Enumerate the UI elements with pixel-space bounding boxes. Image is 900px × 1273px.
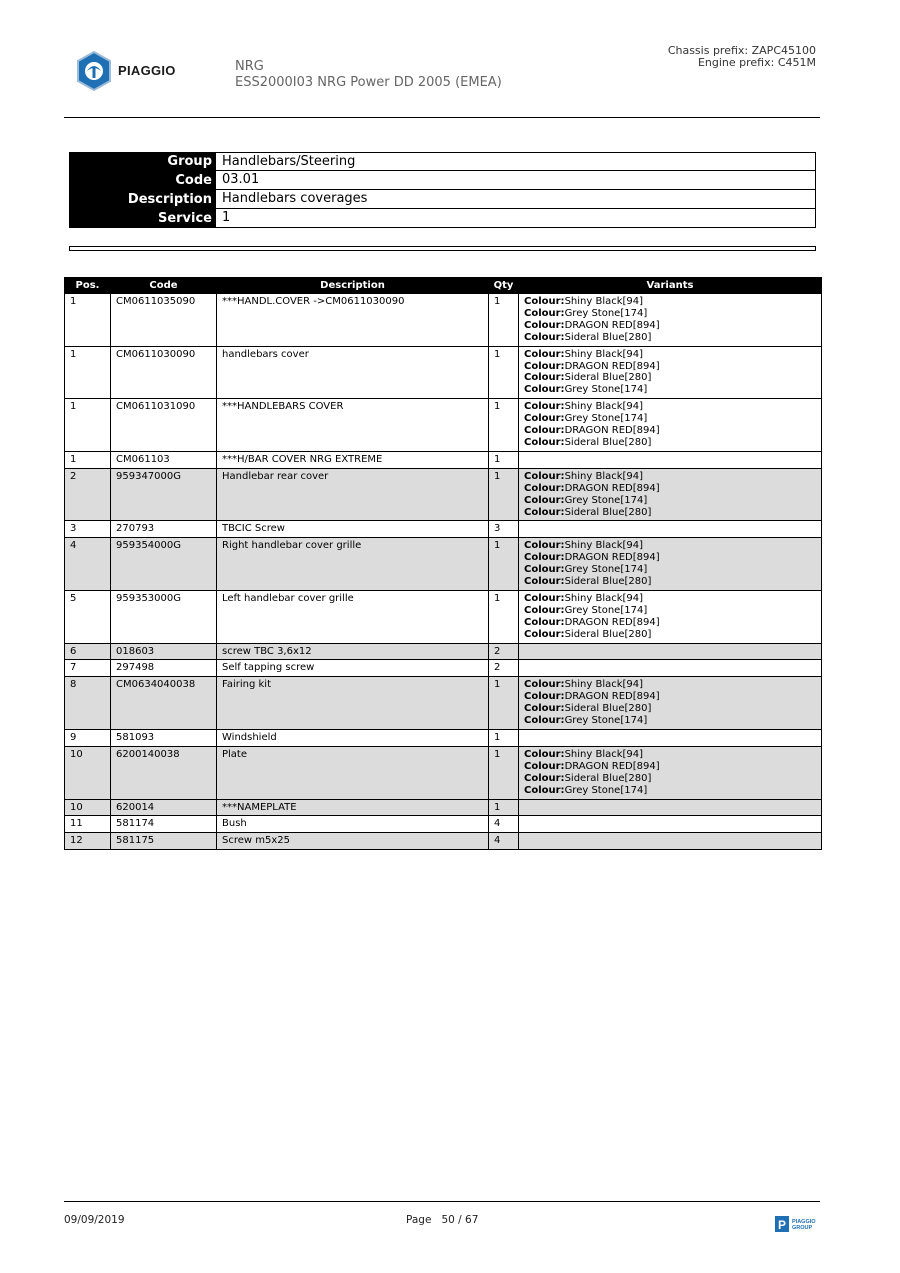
part-variants <box>519 521 822 538</box>
part-variants <box>519 660 822 677</box>
variant-line <box>524 679 821 691</box>
prefix-info <box>668 45 816 69</box>
variant-value: Shiny Black[94] <box>564 679 644 691</box>
variant-key: Colour: <box>524 748 565 760</box>
column-header-description: Description <box>217 278 489 294</box>
table-row <box>65 521 822 538</box>
table-row <box>65 730 822 747</box>
variant-line <box>524 552 821 564</box>
part-description: Left handlebar cover grille <box>217 590 489 643</box>
table-row <box>65 590 822 643</box>
part-qty: 1 <box>489 451 519 468</box>
variant-value: Shiny Black[94] <box>564 296 644 307</box>
variant-line <box>524 413 821 425</box>
variant-line <box>524 401 821 413</box>
variant-key: Colour: <box>524 564 565 576</box>
group-logo-line1: PIAGGIO <box>792 1219 816 1225</box>
part-pos: 8 <box>65 677 111 730</box>
variant-key: Colour: <box>524 494 565 506</box>
table-row <box>65 538 822 591</box>
part-description: ***HANDLEBARS COVER <box>217 399 489 452</box>
table-row <box>65 399 822 452</box>
part-code: 959347000G <box>111 468 217 521</box>
variant-value: Sideral Blue[280] <box>564 331 652 343</box>
variant-value: Sideral Blue[280] <box>564 372 652 384</box>
variant-line <box>524 349 821 361</box>
column-header-code: Code <box>111 278 217 294</box>
part-description: ***HANDL.COVER ->CM0611030090 <box>217 294 489 347</box>
variant-value: DRAGON RED[894] <box>564 691 660 703</box>
chassis-prefix: Chassis prefix: ZAPC45100 <box>667 44 816 57</box>
info-label: Group <box>69 152 216 171</box>
variant-line <box>524 471 821 483</box>
info-row-code <box>69 171 816 190</box>
variant-line <box>524 372 821 384</box>
variant-key: Colour: <box>524 576 565 588</box>
page-label: Page <box>406 1214 432 1226</box>
part-variants <box>519 677 822 730</box>
variant-key: Colour: <box>524 470 565 482</box>
info-row-description <box>69 190 816 209</box>
model-name: NRG <box>235 59 264 74</box>
info-value: 1 <box>216 209 816 228</box>
part-description: Windshield <box>217 730 489 747</box>
engine-prefix: Engine prefix: C451M <box>697 56 816 69</box>
variant-key: Colour: <box>524 319 565 331</box>
variant-value: Grey Stone[174] <box>564 413 648 425</box>
variant-line <box>524 425 821 437</box>
table-row <box>65 746 822 799</box>
variant-line <box>524 483 821 495</box>
page-indicator <box>406 1214 478 1226</box>
table-row <box>65 643 822 660</box>
part-code: CM061103 <box>111 451 217 468</box>
part-description: handlebars cover <box>217 346 489 399</box>
part-variants <box>519 451 822 468</box>
part-variants <box>519 833 822 850</box>
info-row-group <box>69 152 816 171</box>
info-label: Description <box>69 190 216 209</box>
part-variants <box>519 346 822 399</box>
part-qty: 1 <box>489 746 519 799</box>
header-divider <box>64 117 820 118</box>
part-code: 959354000G <box>111 538 217 591</box>
variant-line <box>524 593 821 605</box>
table-row <box>65 468 822 521</box>
variant-key: Colour: <box>524 691 565 703</box>
variant-line <box>524 576 821 588</box>
group-info-table <box>69 152 816 228</box>
column-header-variants: Variants <box>519 278 822 294</box>
variant-key: Colour: <box>524 784 565 796</box>
variant-key: Colour: <box>524 760 565 772</box>
variant-key: Colour: <box>524 296 565 307</box>
variant-key: Colour: <box>524 360 565 372</box>
variant-line <box>524 437 821 449</box>
part-description: Plate <box>217 746 489 799</box>
variant-line <box>524 605 821 617</box>
variant-key: Colour: <box>524 592 565 604</box>
part-code: CM0611030090 <box>111 346 217 399</box>
variant-line <box>524 507 821 519</box>
piaggio-group-logo <box>775 1215 819 1233</box>
column-header-qty: Qty <box>489 278 519 294</box>
info-value: 03.01 <box>216 171 816 190</box>
variant-value: Sideral Blue[280] <box>564 772 652 784</box>
part-qty: 1 <box>489 294 519 347</box>
variant-line <box>524 296 821 308</box>
variant-key: Colour: <box>524 425 565 437</box>
part-code: 6200140038 <box>111 746 217 799</box>
table-row <box>65 816 822 833</box>
info-label: Code <box>69 171 216 190</box>
part-pos: 7 <box>65 660 111 677</box>
info-row-service <box>69 209 816 228</box>
part-code: 581093 <box>111 730 217 747</box>
part-code: 297498 <box>111 660 217 677</box>
variant-key: Colour: <box>524 772 565 784</box>
variant-line <box>524 320 821 332</box>
part-code: CM0611031090 <box>111 399 217 452</box>
variant-line <box>524 715 821 727</box>
variant-key: Colour: <box>524 372 565 384</box>
part-description: Handlebar rear cover <box>217 468 489 521</box>
part-pos: 1 <box>65 451 111 468</box>
variant-key: Colour: <box>524 413 565 425</box>
column-header-pos: Pos. <box>65 278 111 294</box>
part-variants <box>519 468 822 521</box>
variant-line <box>524 384 821 396</box>
part-qty: 1 <box>489 399 519 452</box>
variant-key: Colour: <box>524 604 565 616</box>
variant-line <box>524 564 821 576</box>
part-variants <box>519 590 822 643</box>
variant-value: DRAGON RED[894] <box>564 482 660 494</box>
part-pos: 11 <box>65 816 111 833</box>
part-variants <box>519 799 822 816</box>
part-variants <box>519 643 822 660</box>
variant-value: Grey Stone[174] <box>564 384 648 396</box>
part-qty: 1 <box>489 590 519 643</box>
variant-value: DRAGON RED[894] <box>564 425 660 437</box>
variant-value: Shiny Black[94] <box>564 470 644 482</box>
parts-header-row <box>65 278 822 294</box>
group-logo-line2: GROUP <box>792 1225 813 1231</box>
part-code: CM0611035090 <box>111 294 217 347</box>
variant-value: Sideral Blue[280] <box>564 703 652 715</box>
variant-key: Colour: <box>524 616 565 628</box>
variant-line <box>524 703 821 715</box>
variant-value: Grey Stone[174] <box>564 715 648 727</box>
variant-key: Colour: <box>524 703 565 715</box>
variant-value: Grey Stone[174] <box>564 604 648 616</box>
part-qty: 3 <box>489 521 519 538</box>
info-divider-bar <box>69 246 816 251</box>
part-code: 270793 <box>111 521 217 538</box>
parts-table <box>64 277 822 850</box>
variant-line <box>524 785 821 797</box>
piaggio-logo <box>76 51 188 91</box>
variant-value: Shiny Black[94] <box>564 348 644 360</box>
variant-line <box>524 761 821 773</box>
part-description: Screw m5x25 <box>217 833 489 850</box>
variant-key: Colour: <box>524 628 565 640</box>
part-variants <box>519 399 822 452</box>
variant-value: Grey Stone[174] <box>564 494 648 506</box>
part-description: Self tapping screw <box>217 660 489 677</box>
variant-key: Colour: <box>524 401 565 413</box>
variant-value: Shiny Black[94] <box>564 540 644 552</box>
table-row <box>65 294 822 347</box>
variant-line <box>524 332 821 344</box>
part-variants <box>519 816 822 833</box>
part-pos: 2 <box>65 468 111 521</box>
part-qty: 1 <box>489 677 519 730</box>
part-code: CM0634040038 <box>111 677 217 730</box>
variant-line <box>524 617 821 629</box>
part-description: screw TBC 3,6x12 <box>217 643 489 660</box>
part-code: 581175 <box>111 833 217 850</box>
variant-value: Sideral Blue[280] <box>564 436 652 448</box>
footer-divider <box>64 1201 820 1202</box>
variant-line <box>524 361 821 373</box>
variant-key: Colour: <box>524 307 565 319</box>
part-variants <box>519 538 822 591</box>
variant-value: DRAGON RED[894] <box>564 360 660 372</box>
table-row <box>65 346 822 399</box>
part-pos: 10 <box>65 799 111 816</box>
part-qty: 1 <box>489 730 519 747</box>
part-pos: 9 <box>65 730 111 747</box>
model-full-name: ESS2000I03 NRG Power DD 2005 (EMEA) <box>235 75 502 90</box>
parts-table-body <box>65 294 822 850</box>
table-row <box>65 799 822 816</box>
variant-line <box>524 629 821 641</box>
part-pos: 1 <box>65 346 111 399</box>
part-qty: 2 <box>489 660 519 677</box>
part-pos: 3 <box>65 521 111 538</box>
part-variants <box>519 746 822 799</box>
variant-line <box>524 495 821 507</box>
part-pos: 4 <box>65 538 111 591</box>
variant-line <box>524 773 821 785</box>
print-date: 09/09/2019 <box>64 1214 125 1226</box>
part-description: ***NAMEPLATE <box>217 799 489 816</box>
variant-value: Grey Stone[174] <box>564 564 648 576</box>
part-variants <box>519 294 822 347</box>
info-value: Handlebars/Steering <box>216 152 816 171</box>
part-pos: 1 <box>65 294 111 347</box>
info-value: Handlebars coverages <box>216 190 816 209</box>
part-qty: 4 <box>489 816 519 833</box>
part-pos: 10 <box>65 746 111 799</box>
part-description: TBCIC Screw <box>217 521 489 538</box>
variant-key: Colour: <box>524 331 565 343</box>
part-code: 620014 <box>111 799 217 816</box>
variant-value: Shiny Black[94] <box>564 592 644 604</box>
variant-key: Colour: <box>524 506 565 518</box>
variant-key: Colour: <box>524 552 565 564</box>
model-title <box>235 59 502 91</box>
variant-line <box>524 691 821 703</box>
variant-value: Shiny Black[94] <box>564 401 644 413</box>
variant-value: Shiny Black[94] <box>564 748 644 760</box>
part-pos: 12 <box>65 833 111 850</box>
variant-line <box>524 749 821 761</box>
variant-key: Colour: <box>524 436 565 448</box>
part-qty: 2 <box>489 643 519 660</box>
part-qty: 4 <box>489 833 519 850</box>
variant-value: Grey Stone[174] <box>564 784 648 796</box>
variant-value: Sideral Blue[280] <box>564 506 652 518</box>
part-description: Right handlebar cover grille <box>217 538 489 591</box>
table-row <box>65 451 822 468</box>
variant-value: Grey Stone[174] <box>564 307 648 319</box>
brand-name: PIAGGIO <box>118 63 176 78</box>
variant-value: Sideral Blue[280] <box>564 628 652 640</box>
part-description: Bush <box>217 816 489 833</box>
variant-value: DRAGON RED[894] <box>564 552 660 564</box>
part-code: 959353000G <box>111 590 217 643</box>
part-qty: 1 <box>489 538 519 591</box>
variant-key: Colour: <box>524 679 565 691</box>
part-qty: 1 <box>489 799 519 816</box>
part-pos: 6 <box>65 643 111 660</box>
variant-key: Colour: <box>524 540 565 552</box>
variant-key: Colour: <box>524 482 565 494</box>
svg-text:P: P <box>777 1218 787 1232</box>
variant-key: Colour: <box>524 384 565 396</box>
part-qty: 1 <box>489 468 519 521</box>
variant-value: DRAGON RED[894] <box>564 319 660 331</box>
page-number: 50 / 67 <box>441 1214 479 1226</box>
variant-value: DRAGON RED[894] <box>564 760 660 772</box>
variant-value: Sideral Blue[280] <box>564 576 652 588</box>
table-row <box>65 677 822 730</box>
info-label: Service <box>69 209 216 228</box>
table-row <box>65 660 822 677</box>
variant-value: DRAGON RED[894] <box>564 616 660 628</box>
variant-line <box>524 308 821 320</box>
part-variants <box>519 730 822 747</box>
part-pos: 1 <box>65 399 111 452</box>
part-qty: 1 <box>489 346 519 399</box>
table-row <box>65 833 822 850</box>
part-description: Fairing kit <box>217 677 489 730</box>
part-description: ***H/BAR COVER NRG EXTREME <box>217 451 489 468</box>
part-code: 018603 <box>111 643 217 660</box>
variant-key: Colour: <box>524 348 565 360</box>
part-code: 581174 <box>111 816 217 833</box>
piaggio-shield-icon <box>76 51 112 91</box>
part-pos: 5 <box>65 590 111 643</box>
variant-line <box>524 540 821 552</box>
variant-key: Colour: <box>524 715 565 727</box>
